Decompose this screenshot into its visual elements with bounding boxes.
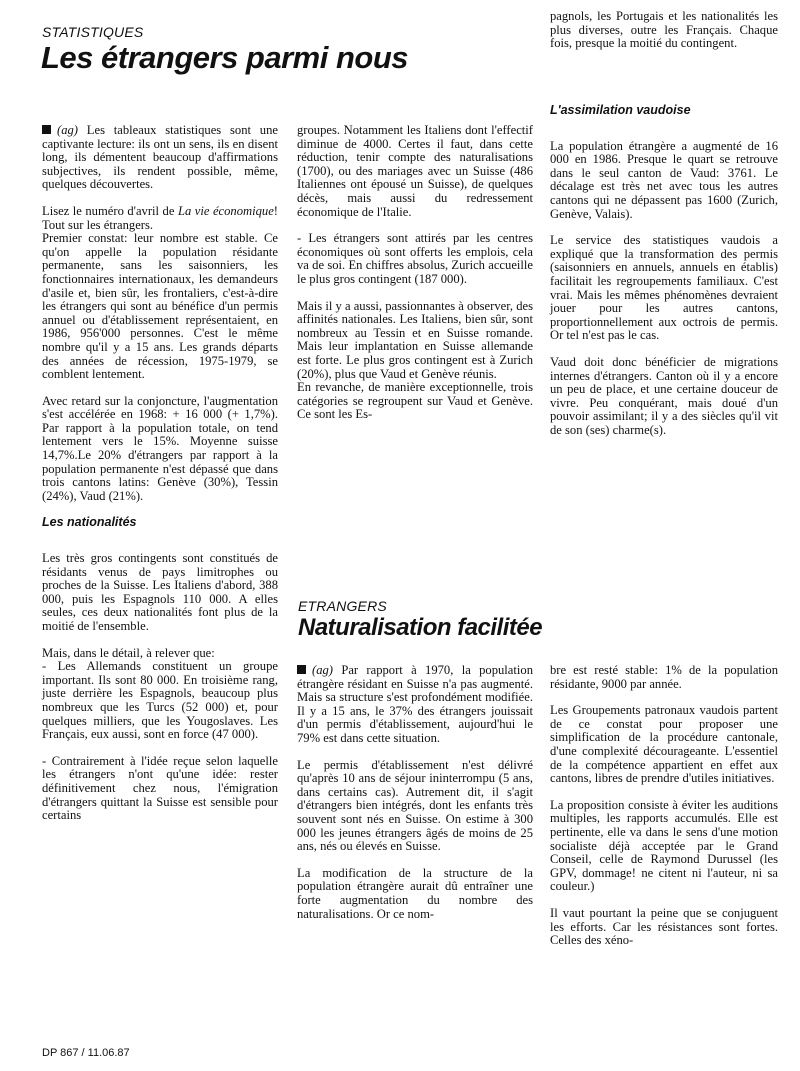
paragraph: Les très gros contingents sont constitués de résidants venus de pays limitrophes ou proches de la Suisse. Les Italiens d'abord, 388 000, puis les Espagnols 110 000. A elles seules, ces deux nationalités font plus de la moitié de l'ensemble. bbox=[42, 551, 278, 633]
article1-col3-top bbox=[550, 10, 778, 51]
paragraph bbox=[42, 205, 278, 232]
article-kicker: ETRANGERS bbox=[298, 598, 387, 614]
paragraph: Vaud doit donc bénéficier de migrations internes d'étrangers. Canton où il y a encore un peu de place, et une certaine douceur de vivre. Peu conquérant, mais doué d'un pouvoir assimilant; il y a des siècles qu'il vit de son (ses) charme(s). bbox=[550, 354, 778, 437]
article-title: Naturalisation facilitée bbox=[298, 614, 543, 641]
paragraph: Mais, dans le détail, à relever que: bbox=[42, 645, 215, 660]
paragraph: Il vaut pourtant la peine que se conjuguent les efforts. Car les résistances sont fortes. Celles des xéno- bbox=[550, 905, 778, 948]
paragraph-text: Par rapport à 1970, la population étrangère résidant en Suisse n'a pas augmenté. Mais sa structure s'est profondément modifiée. Il y a 15 ans, le 37% des étrangers jouissait d'un permis d'établissement, aujourd'hui le 79% est dans cette situation. bbox=[297, 663, 533, 745]
paragraph: Le permis d'établissement n'est délivré qu'après 10 ans de séjour ininterrompu (5 ans, dans certains cas). Autrement dit, il s'agit d'étrangers bien intégrés, dont les enfants très souvent sont nés en Suisse. On estime à 300 000 les jeunes étrangers âgés de moins de 25 ans, nés ou élevés en Suisse. bbox=[297, 757, 533, 854]
author-initials: (ag) bbox=[312, 663, 333, 677]
paragraph: La proposition consiste à éviter les auditions multiples, les rapports accumulés. Elle est pertinente, elle va dans le sens d'une motion socialiste déjà acceptée par le Grand Conseil, celle de Raymond Durussel (les GPV, dommage! ne citent ni l'auteur, ni sa couleur.) bbox=[550, 797, 778, 894]
publication-title: La vie économique bbox=[177, 203, 274, 218]
article2-column-2 bbox=[297, 664, 533, 934]
paragraph bbox=[297, 664, 533, 746]
section-subhead: Les nationalités bbox=[42, 515, 137, 530]
paragraph: En revanche, de manière exceptionnelle, trois catégories se regroupent sur Vaud et Genève. Ce sont les Es- bbox=[297, 380, 533, 422]
paragraph: Le service des statistiques vaudois a expliqué que la transformation des permis (saisonniers en annuels, annuels en établis) facilitait les regroupements familiaux. C'est vrai. Mais les mêmes phénomènes devraient jouer pour les autres cantons, proportionnellement aux octrois de permis. Or tel n'est pas le cas. bbox=[550, 233, 778, 343]
article-title: Les étrangers parmi nous bbox=[41, 40, 409, 75]
paragraph: Mais il y a aussi, passionnantes à observer, des affinités nationales. Les Italiens, bien sûr, sont nombreux au Tessin et en Suisse romande. Mais leur implantation en Suisse allemande est forte. Le plus gros contingent est à Zurich (20%), plus que Vaud et Genève réunis. bbox=[297, 298, 533, 381]
paragraph: La population étrangère a augmenté de 16 000 en 1986. Presque le quart se retrouve dans le seul canton de Vaud: 3761. Le décalage est très net avec tous les autres cantons qui ne dépassent pas 1600 (Zurich, Genève, Valais). bbox=[550, 138, 778, 221]
bullet-square-icon bbox=[297, 665, 306, 674]
paragraph: - Les étrangers sont attirés par les centres économiques où sont offerts les emplois, cela va de soi. En chiffres absolus, Zurich accueille le plus gros contingent (187 000). bbox=[297, 231, 533, 286]
author-initials: (ag) bbox=[57, 123, 78, 137]
paragraph: Premier constat: leur nombre est stable. Ce qu'on appelle la population résidante permanente, sans les saisonniers, les fonctionnaires internationaux, les demandeurs d'asile et, bien sûr, les frontaliers, c'est-à-dire les étrangers qui sont au bénéfice d'un permis annuel ou d'établissement représentaient, en 1986, 956'000 personnes. C'est le même nombre qu'il y a 15 ans. Les grands départs des années de récession, 1975-1979, se comblent lentement. bbox=[42, 231, 278, 382]
paragraph-text: Les tableaux statistiques sont une captivante lecture: ils ont un sens, ils en disent long, ils démentent beaucoup d'affirmations subjectives, ils rendent possible, même, quelques découvertes. bbox=[42, 123, 278, 192]
article1-column-3 bbox=[550, 104, 778, 450]
paragraph: bre est resté stable: 1% de la population résidante, 9000 par année. bbox=[550, 663, 778, 691]
paragraph: pagnols, les Portugais et les nationalités les plus diverses, outre les Français. Chaque fois, presque la moitié du contingent. bbox=[550, 9, 778, 51]
paragraph-text: ! Tout sur les étrangers. bbox=[42, 203, 278, 232]
paragraph: Avec retard sur la conjoncture, l'augmentation s'est accélérée en 1968: + 16 000 (+ 1,7%). Par rapport à la population totale, on tend lentement vers le 15%. Moyenne suisse 14,7%.Le 20% d'étrangers par rapport à la population permanente n'est dépassé que dans trois cantons latins: Genève (30%), Tessin (24%), Vaud (21%). bbox=[42, 393, 278, 503]
paragraph: - Contrairement à l'idée reçue selon laquelle les étrangers n'ont qu'une idée: rester définitivement chez nous, l'émigration d'étrangers quittant la Suisse est sensible pour certains bbox=[42, 753, 278, 823]
page-footer: DP 867 / 11.06.87 bbox=[42, 1047, 130, 1059]
article2-column-3 bbox=[550, 664, 778, 961]
article-kicker: STATISTIQUES bbox=[42, 24, 144, 40]
paragraph: - Les Allemands constituent un groupe important. Ils sont 80 000. En troisième rang, juste derrière les Espagnols, beaucoup plus nombreux que les Turcs (52 000) et, pour quelques milliers, que les Yougoslaves. Les Français, eux aussi, sont en force (47 000). bbox=[42, 659, 278, 742]
article1-column-1 bbox=[42, 124, 278, 836]
bullet-square-icon bbox=[42, 125, 51, 134]
paragraph-text: Lisez le numéro d'avril de bbox=[42, 203, 178, 218]
paragraph: groupes. Notamment les Italiens dont l'effectif diminue de 4000. Certes il faut, dans cette réduction, tenir compte des naturalisations (1700), ou des mariages avec un Suisse (486 Italiennes ont épousé un Suisse), de quelques décès, mais aussi du redressement économique de l'Italie. bbox=[297, 123, 533, 219]
article1-column-2 bbox=[297, 124, 533, 435]
paragraph: La modification de la structure de la population étrangère aurait dû entraîner une forte augmentation du nombre des naturalisations. Or ce nom- bbox=[297, 865, 533, 921]
paragraph: Les Groupements patronaux vaudois partent de ce constat pour proposer une simplification de la procédure cantonale, d'une complexité décourageante. L'essentiel de la compétence appartient en effet aux cantons, libres de prendre d'utiles initiatives. bbox=[550, 703, 778, 786]
section-subhead: L'assimilation vaudoise bbox=[550, 103, 691, 117]
paragraph bbox=[42, 124, 278, 192]
